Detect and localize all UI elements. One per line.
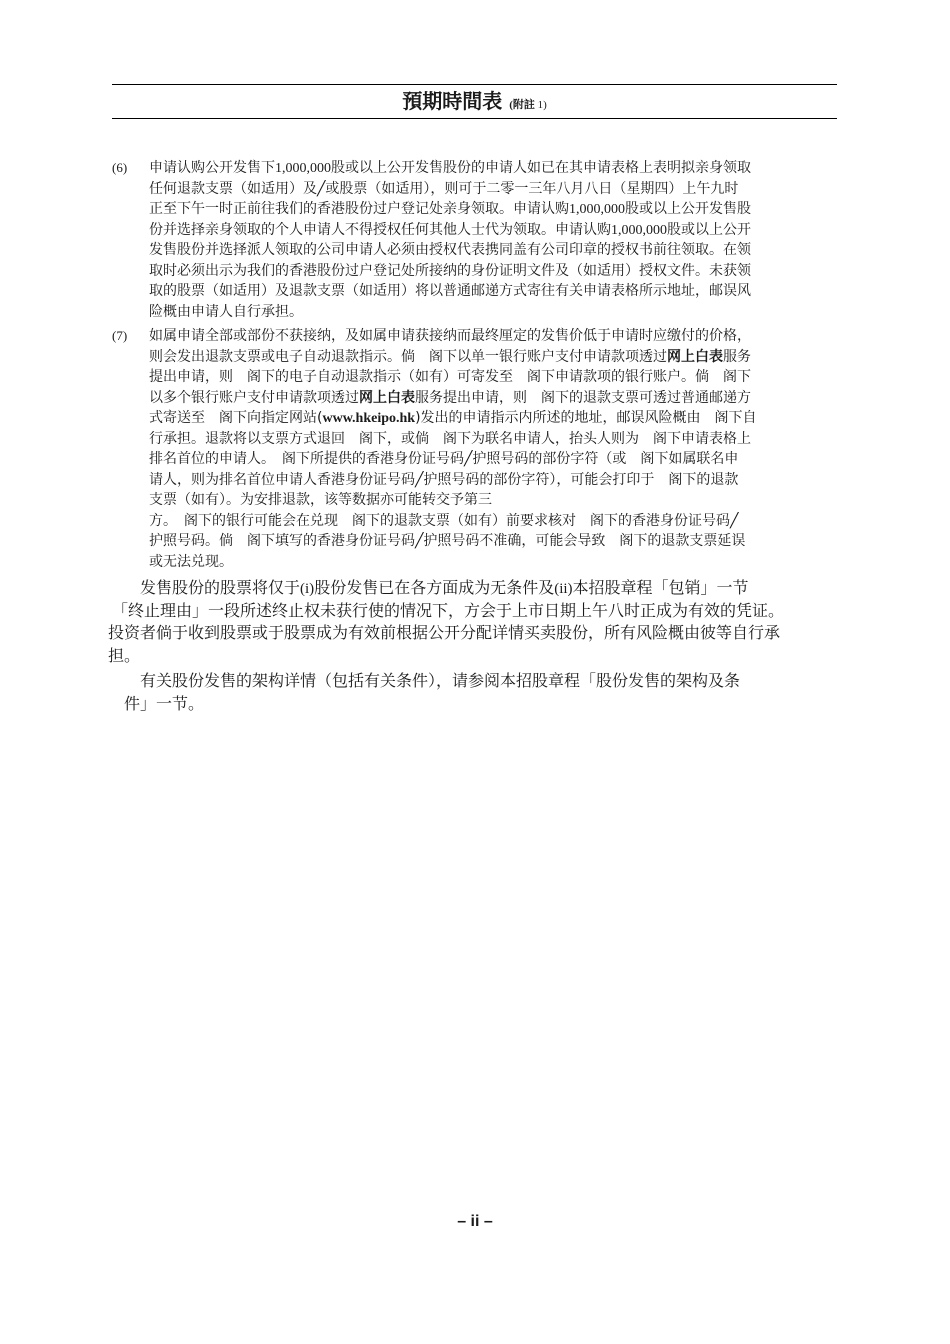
paragraph-offer-structure xyxy=(108,670,848,715)
text-line: 取时必须出示为我们的香港股份过户登记处所接纳的身份证明文件及（如适用）授权文件。未获领 xyxy=(149,262,751,279)
text-line: 行承担。退款将以支票方式退回 阁下，或倘 阁下为联名申请人，抬头人则为 阁下申请表格上 xyxy=(149,430,751,447)
text-line: 则会发出退款支票或电子自动退款指示。倘 阁下以单一银行账户支付申请款项透过网上白表服务 xyxy=(149,348,751,365)
paragraph-share-certificates xyxy=(108,577,848,667)
text-line: 险概由申请人自行承担。 xyxy=(149,303,303,320)
page-number: – ii – xyxy=(457,1213,493,1230)
white-form-term: 网上白表 xyxy=(667,348,723,365)
text-line: 件」一节。 xyxy=(108,693,205,713)
text-line: 「终止理由」一段所述终止权未获行使的情况下，方会于上市日期上午八时正成为有效的凭证。 xyxy=(112,600,785,620)
text-line: 投资者倘于收到股票或于股票成为有效前根据公开分配详情买卖股份，所有风险概由彼等自行承 xyxy=(108,623,781,643)
text-line: 以多个银行账户支付申请款项透过网上白表服务提出申请，则 阁下的退款支票可透过普通邮递方 xyxy=(149,389,751,406)
text-line: 取的股票（如适用）及退款支票（如适用）将以普通邮递方式寄往有关申请表格所示地址，邮误风 xyxy=(149,283,751,299)
text-line: 任何退款支票（如适用）及╱或股票（如适用），则可于二零一三年八月八日（星期四）上午九时 xyxy=(149,180,739,197)
text-line: 提出申请，则 阁下的电子自动退款指示（如有）可寄发至 阁下申请款项的银行账户。倘 阁下 xyxy=(149,369,751,385)
text-line: 排名首位的申请人。 阁下所提供的香港身份证号码╱护照号码的部份字符（或 阁下如属联名申 xyxy=(149,451,739,467)
text-line: 担。 xyxy=(108,645,141,665)
white-form-term: 网上白表 xyxy=(359,389,415,406)
header-title: 預期時間表 xyxy=(402,89,503,113)
note-number: (6) xyxy=(112,160,128,175)
text-line: 申请认购公开发售下1,000,000股或以上公开发售股份的申请人如已在其申请表格上表明拟亲身领取 xyxy=(149,160,751,176)
header-note: (附註 1) xyxy=(509,99,547,111)
text-line: 如属申请全部或部份不获接纳，及如属申请获接纳而最终厘定的发售价低于申请时应缴付的价格， xyxy=(149,328,751,344)
note-body xyxy=(149,326,844,572)
note-body xyxy=(149,158,844,322)
text-line: 支票（如有）。为安排退款，该等数据亦可能转交予第三 xyxy=(149,492,492,508)
text-line: 有关股份发售的架构详情（包括有关条件），请参阅本招股章程「股份发售的架构及条 xyxy=(108,671,741,690)
text-line: 护照号码。倘 阁下填写的香港身份证号码╱护照号码不准确，可能会导致 阁下的退款支票延误 xyxy=(149,533,746,549)
note-number: (7) xyxy=(112,328,128,343)
text-line: 方。 阁下的银行可能会在兑现 阁下的退款支票（如有）前要求核对 阁下的香港身份证号码╱ xyxy=(149,512,739,529)
text-line: 请人，则为排名首位申请人香港身份证号码╱护照号码的部份字符），可能会打印于 阁下的退款 xyxy=(149,471,739,488)
text-line: 正至下午一时正前往我们的香港股份过户登记处亲身领取。申请认购1,000,000股或以上公开发售股 xyxy=(149,201,751,217)
text-line: 式寄送至 阁下向指定网站(www.hkeipo.hk)发出的申请指示内所述的地址，邮误风险概由 阁下自 xyxy=(149,410,757,426)
page-header xyxy=(112,86,837,120)
text-line: 发售股份的股票将仅于(i)股份发售已在各方面成为无条件及(ii)本招股章程「包销」一节 xyxy=(108,578,749,597)
text-line: 份并选择亲身领取的个人申请人不得授权任何其他人士代为领取。申请认购1,000,000股或以上公开 xyxy=(149,221,751,238)
header-bottom-rule xyxy=(112,118,837,119)
website-link: www.hkeipo.hk xyxy=(322,411,416,426)
text-line: 或无法兑现。 xyxy=(149,553,233,570)
text-line: 发售股份并选择派人领取的公司申请人必须由授权代表携同盖有公司印章的授权书前往领取。在领 xyxy=(149,242,751,258)
header-top-rule xyxy=(112,84,837,85)
